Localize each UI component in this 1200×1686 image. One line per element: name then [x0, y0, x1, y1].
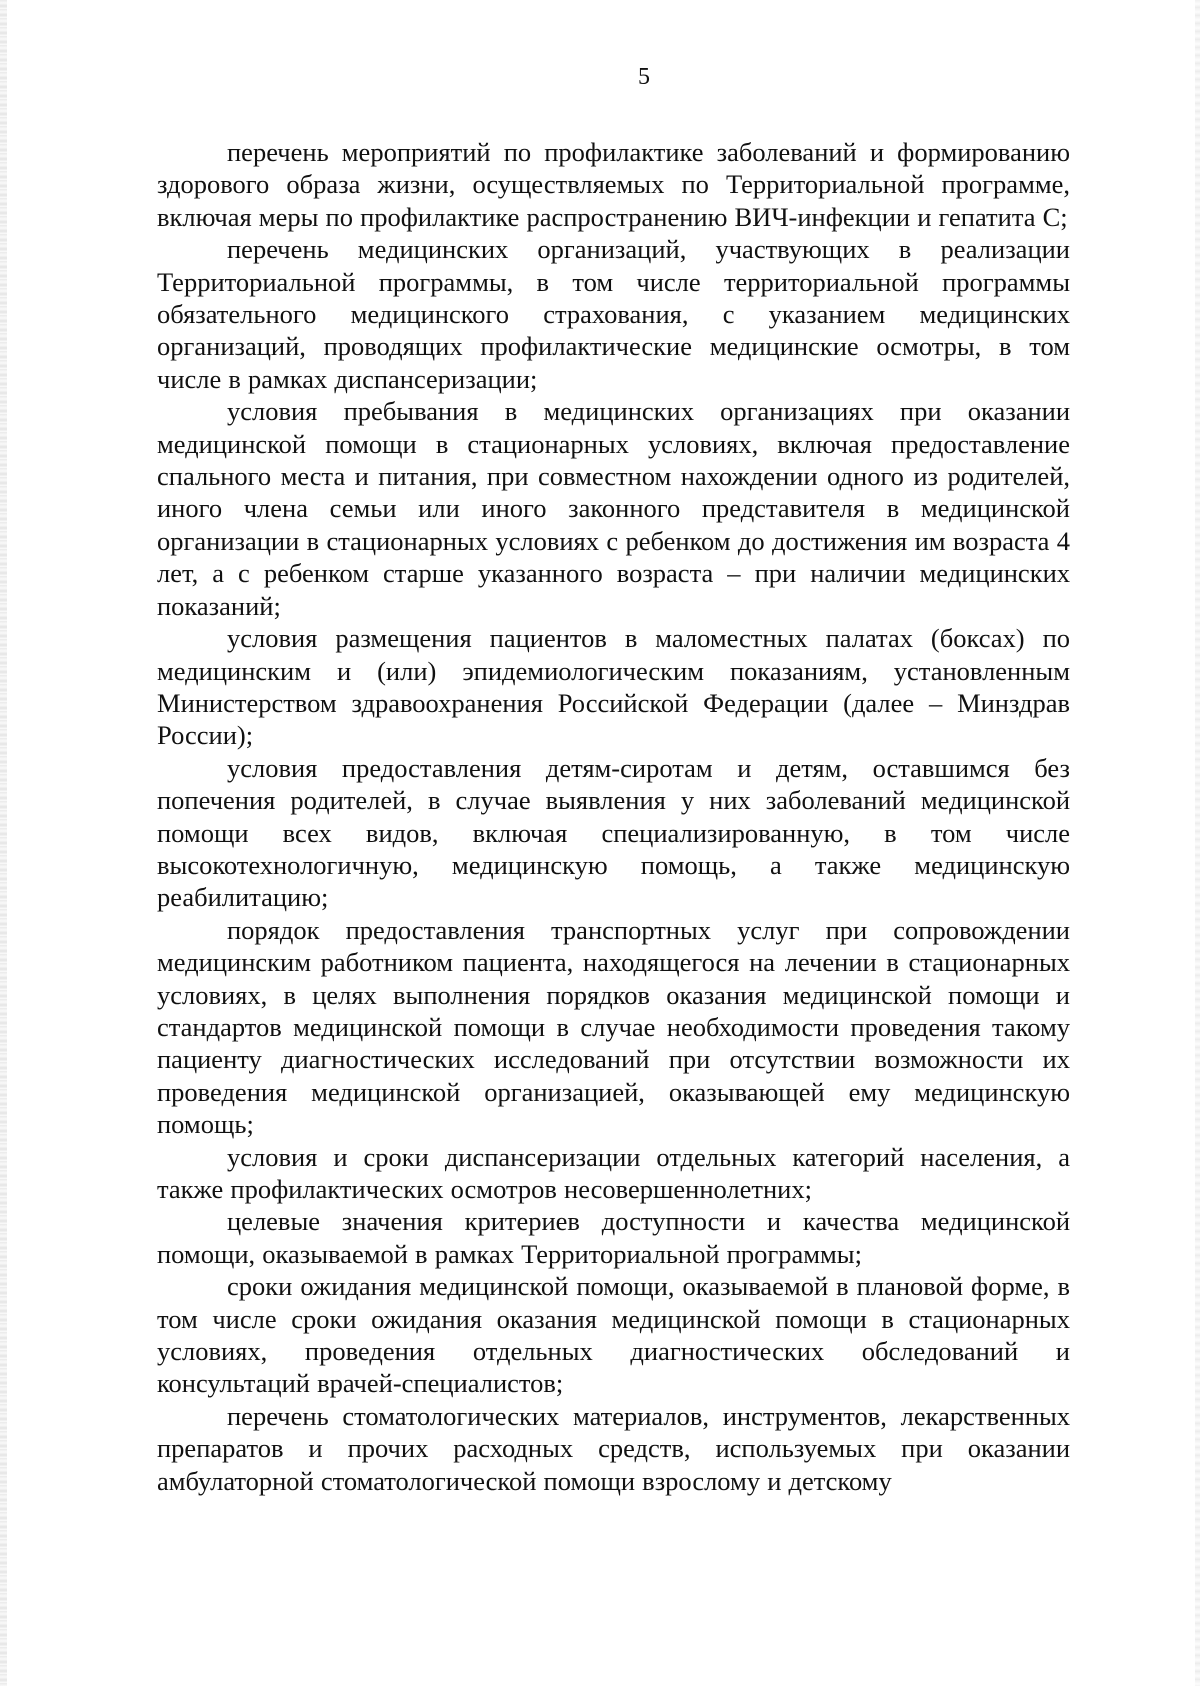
page-number: 5	[638, 64, 650, 90]
document-body	[157, 136, 1070, 1497]
paragraph-orphans-care: условия предоставления детям-сиротам и детям, оставшимся без попечения родителей, в случае выявления у них заболеваний медицинской помощи всех видов, включая специализированную, в том числе высокотехнологичную, медицинскую помощь, а также медицинскую реабилитацию;	[157, 752, 1070, 913]
scan-edge-right	[1195, 0, 1200, 1686]
scan-edge-left	[0, 0, 7, 1686]
paragraph-dispensary-terms: условия и сроки диспансеризации отдельных категорий населения, а также профилактических осмотров несовершеннолетних;	[157, 1141, 1070, 1204]
paragraph-ward-placement: условия размещения пациентов в маломестных палатах (боксах) по медицинским и (или) эпидемиологическим показаниям, установленным Министерством здравоохранения Российской Федерации (далее – Минздрав России);	[157, 623, 1070, 751]
paragraph-prevention-measures: перечень мероприятий по профилактике заболеваний и формированию здорового образа жизни, осуществляемых по Территориальной программе, включая меры по профилактике распространению ВИЧ-инфекции и гепатита С;	[157, 137, 1070, 232]
paragraph-stay-conditions: условия пребывания в медицинских организациях при оказании медицинской помощи в стационарных условиях, включая предоставление спального места и питания, при совместном нахождении одного из родителей, иного члена семьи или иного законного представителя в медицинской организации в стационарных условиях с ребенком до достижения им возраста 4 лет, а с ребенком старше указанного возраста – при наличии медицинских показаний;	[157, 396, 1070, 621]
paragraph-transport-services: порядок предоставления транспортных услуг при сопровождении медицинским работником пациента, находящегося на лечении в стационарных условиях, в целях выполнения порядков оказания медицинской помощи и стандартов медицинской помощи в случае необходимости проведения такому пациенту диагностических исследований при отсутствии возможности их проведения медицинской организацией, оказывающей ему медицинскую помощь;	[157, 914, 1070, 1140]
paragraph-quality-criteria: целевые значения критериев доступности и качества медицинской помощи, оказываемой в рамках Территориальной программы;	[157, 1206, 1070, 1269]
paragraph-waiting-times: сроки ожидания медицинской помощи, оказываемой в плановой форме, в том числе сроки ожидания оказания медицинской помощи в стационарных условиях, проведения отдельных диагностических обследований и консультаций врачей-специалистов;	[157, 1271, 1070, 1399]
paragraph-medical-organizations-list: перечень медицинских организаций, участвующих в реализации Территориальной программы, в том числе территориальной программы обязательного медицинского страхования, с указанием медицинских организаций, проводящих профилактические медицинские осмотры, в том числе в рамках диспансеризации;	[157, 234, 1070, 394]
paragraph-dental-materials: перечень стоматологических материалов, инструментов, лекарственных препаратов и прочих расходных средств, используемых при оказании амбулаторной стоматологической помощи взрослому и детскому	[157, 1400, 1070, 1496]
